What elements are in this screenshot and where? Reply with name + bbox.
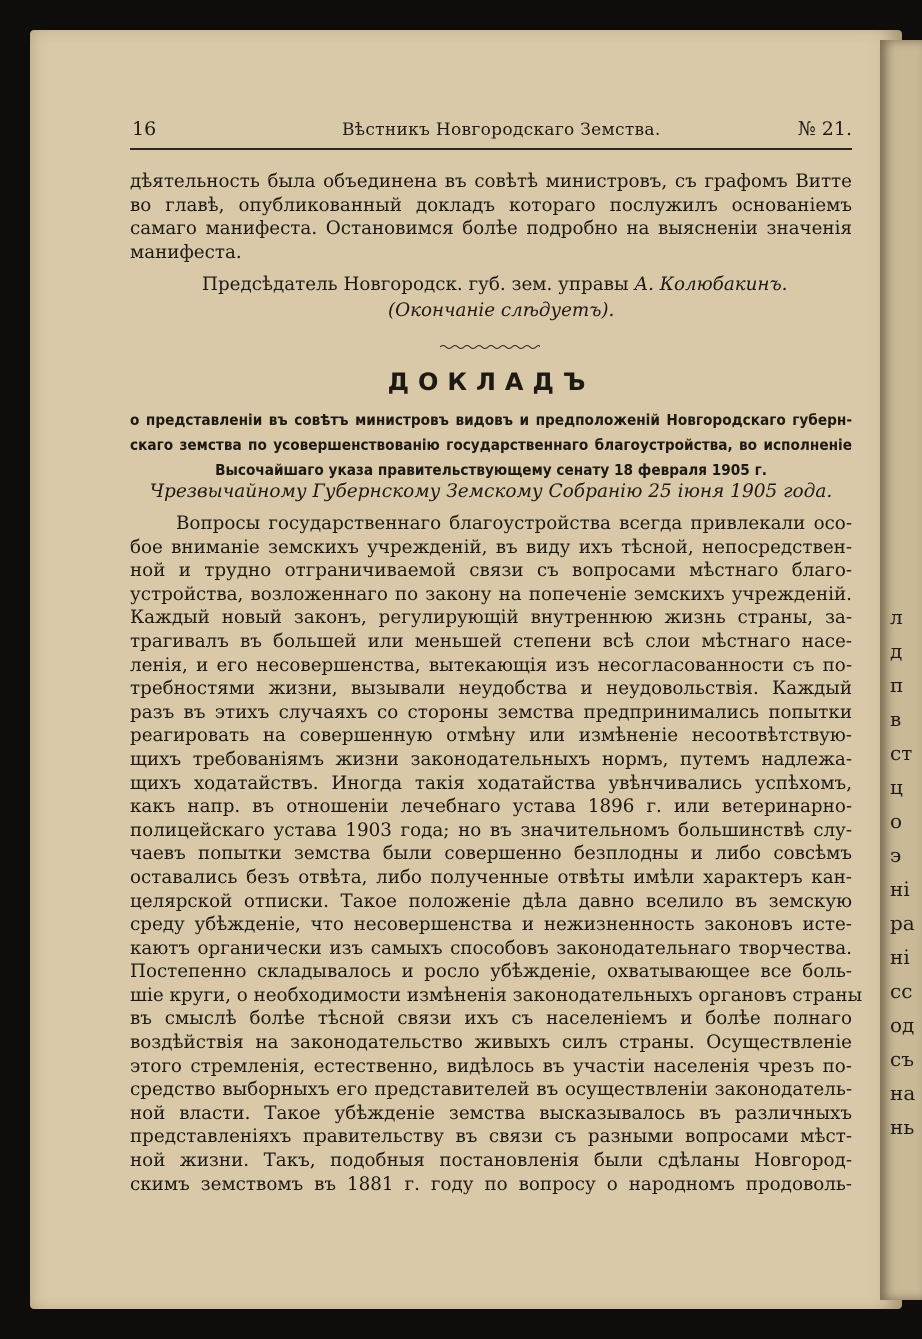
text-line: требностями жизни, вызывали неудобства и неудовольствія. Каждый bbox=[130, 678, 852, 700]
text-line: во главѣ, опубликованный докладъ котораго послужилъ основаніемъ bbox=[130, 194, 852, 216]
adjacent-fragment: ні bbox=[890, 945, 910, 969]
text-line: чаевъ попытки земства были совершенно безплодны и либо совсѣмъ bbox=[130, 843, 852, 865]
adjacent-fragment: ст bbox=[890, 741, 913, 765]
subtitle-line: скаго земства по усовершенствованію государственнаго благоустройства, во исполненіе bbox=[130, 436, 852, 454]
adjacent-fragment: съ bbox=[890, 1047, 914, 1071]
adjacent-fragment: о bbox=[890, 809, 903, 833]
adjacent-page-edge bbox=[880, 40, 922, 1300]
text-line: Каждый новый законъ, регулирующій внутреннюю жизнь страны, за- bbox=[130, 607, 852, 629]
text-line: представленіяхъ правительству въ связи съ разными вопросами мѣст- bbox=[130, 1126, 852, 1148]
text-line: реагировать на совершенную отмѣну или измѣненіе несоотвѣтствую- bbox=[130, 725, 852, 747]
continuation-note: (Окончаніе слѣдуетъ). bbox=[388, 300, 615, 321]
journal-title: Вѣстникъ Новгородскаго Земства. bbox=[342, 120, 661, 140]
text-line: оставались безъ отвѣта, либо полученные отвѣты имѣли характеръ кан- bbox=[130, 866, 852, 888]
text-line: щихъ требованіямъ жизни законодательныхъ нормъ, путемъ надлежа- bbox=[130, 748, 852, 770]
ornament-divider bbox=[440, 344, 540, 350]
text-line: бое вниманіе земскихъ учрежденій, въ виду ихъ тѣсной, непосредствен- bbox=[130, 536, 852, 558]
text-line: этого стремленія, естественно, видѣлось въ участіи населенія чрезъ по- bbox=[130, 1055, 852, 1077]
signature-position: Предсѣдатель Новгородск. губ. зем. управы bbox=[202, 274, 629, 295]
text-line: Вопросы государственнаго благоустройства всегда привлекали осо- bbox=[176, 513, 852, 534]
text-line: самаго манифеста. Остановимся болѣе подробно на выясненіи значенія bbox=[130, 218, 852, 240]
text-line: полицейскаго устава 1903 года; но въ значительномъ большинствѣ слу- bbox=[130, 819, 852, 841]
adjacent-fragment: ра bbox=[890, 911, 915, 935]
text-line: воздѣйствія на законодательство живыхъ силъ страны. Осуществленіе bbox=[130, 1032, 852, 1054]
report-subtitle bbox=[130, 408, 852, 483]
adjacent-fragment: п bbox=[890, 673, 904, 697]
text-line: ной власти. Такое убѣжденіе земства высказывалось въ различныхъ bbox=[130, 1102, 852, 1124]
adjacent-fragment: ні bbox=[890, 877, 910, 901]
text-line: средство выборныхъ его представителей въ осуществленіи законодатель- bbox=[130, 1079, 852, 1101]
text-line: Постепенно складывалось и росло убѣжденіе, охватывающее все боль- bbox=[130, 961, 852, 983]
text-line: шіе круги, о необходимости измѣненія законодательныхъ органовъ страны bbox=[130, 984, 863, 1006]
adjacent-fragment: сс bbox=[890, 979, 913, 1003]
text-line: скимъ земствомъ въ 1881 г. году по вопросу о народномъ продоволь- bbox=[130, 1173, 852, 1195]
text-line: ной жизни. Такъ, подобныя постановленія были сдѣланы Новгород- bbox=[130, 1150, 852, 1172]
header-rule bbox=[130, 148, 852, 150]
text-line: дѣятельность была объединена въ совѣтѣ министровъ, съ графомъ Витте bbox=[130, 171, 852, 192]
report-title: ДОКЛАДЪ bbox=[387, 368, 595, 396]
subtitle-line: Высочайшаго указа правительствующему сенату 18 февраля 1905 г. bbox=[215, 461, 767, 479]
adjacent-fragment: ц bbox=[890, 775, 903, 799]
intro-paragraph bbox=[130, 170, 852, 264]
text-line: ленія, и его несовершенства, вытекающія изъ несогласованности съ по- bbox=[130, 654, 852, 676]
report-body bbox=[130, 512, 863, 1196]
signature-line bbox=[202, 274, 787, 295]
adjacent-fragment: нь bbox=[890, 1115, 915, 1139]
text-line: щихъ ходатайствъ. Иногда такія ходатайства увѣнчивались успѣхомъ, bbox=[130, 772, 852, 794]
text-line: разъ въ этихъ случаяхъ со стороны земства предпринимались попытки bbox=[130, 701, 852, 723]
page-number: 16 bbox=[132, 118, 157, 140]
issue-number: № 21. bbox=[797, 118, 852, 140]
text-line: целярской отписки. Такое положеніе дѣла давно вселило въ земскую bbox=[130, 890, 852, 912]
adjacent-fragment: д bbox=[890, 639, 903, 663]
running-header bbox=[132, 118, 852, 148]
text-line: ной и трудно отграничиваемой связи съ вопросами мѣстнаго благо- bbox=[130, 560, 852, 582]
adjacent-page-text bbox=[890, 600, 920, 1144]
adjacent-fragment: од bbox=[890, 1013, 915, 1037]
text-line: въ смыслѣ болѣе тѣсной связи ихъ съ населеніемъ и болѣе полнаго bbox=[130, 1008, 852, 1030]
signature-name: А. Колюбакинъ. bbox=[634, 274, 788, 295]
text-line: устройства, возложеннаго по закону на попеченіе земскихъ учрежденій. bbox=[130, 583, 852, 605]
adjacent-fragment: на bbox=[890, 1081, 916, 1105]
subtitle-line: о представленіи въ совѣтъ министровъ видовъ и предположеній Новгородскаго губерн- bbox=[130, 411, 852, 429]
text-line: каютъ органически изъ самыхъ способовъ законодательнаго творчества. bbox=[130, 937, 852, 959]
text-line: какъ напр. въ отношеніи лечебнаго устава 1896 г. или ветеринарно- bbox=[130, 796, 852, 818]
report-dedication: Чрезвычайному Губернскому Земскому Собранію 25 іюня 1905 года. bbox=[149, 481, 833, 502]
text-line: манифеста. bbox=[130, 241, 242, 263]
adjacent-fragment: в bbox=[890, 707, 902, 731]
adjacent-fragment: э bbox=[890, 843, 902, 867]
adjacent-fragment: л bbox=[890, 605, 903, 629]
text-line: трагивалъ въ большей или меньшей степени всѣ слои мѣстнаго насе- bbox=[130, 630, 852, 652]
text-line: среду убѣжденіе, что несовершенства и нежизненность законовъ исте- bbox=[130, 914, 852, 936]
